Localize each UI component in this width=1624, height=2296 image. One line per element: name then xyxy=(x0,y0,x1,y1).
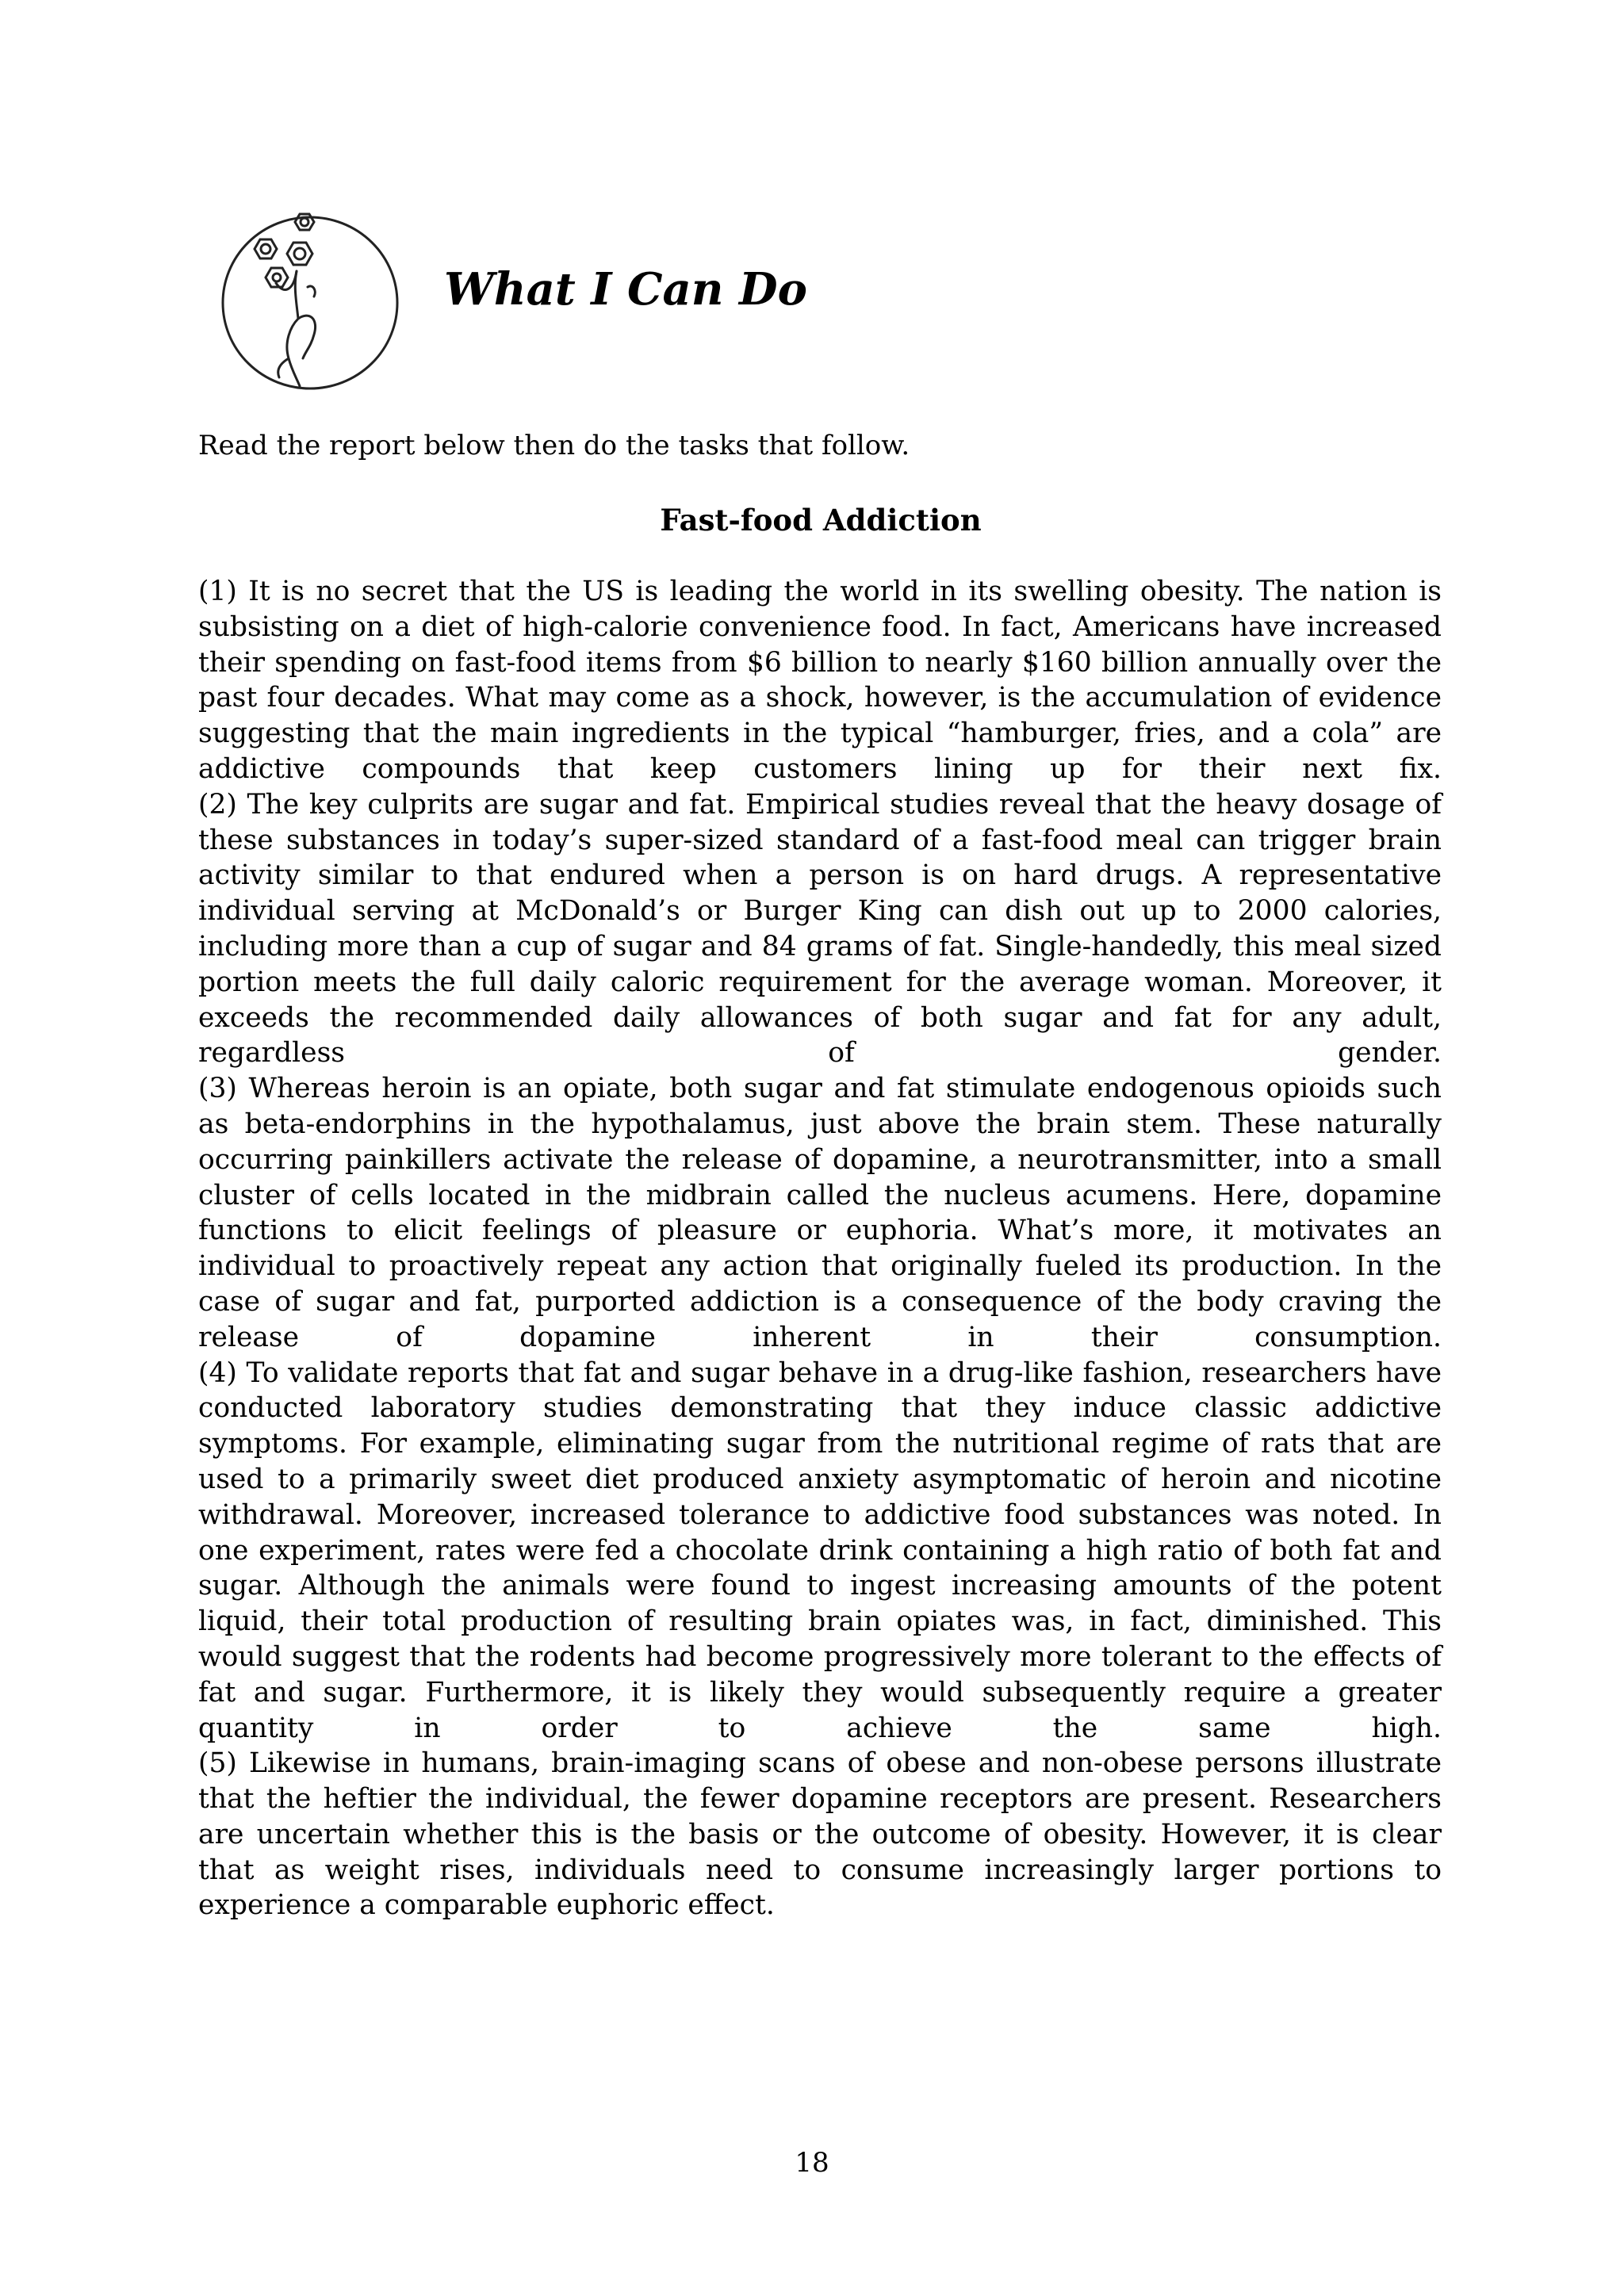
instructions-text: Read the report below then do the tasks that follow. xyxy=(198,430,910,461)
paragraph-1: (1) It is no secret that the US is leading the world in its swelling obesity. The nation is subsisting on a diet of high-calorie convenience food. In fact, Americans have increased their spending on fast-food items from $6 billion to nearly $160 billion annually over the past four decades. What may come as a shock, however, is the accumulation of evidence suggesting that the main ingredients in the typical “hamburger, fries, and a cola” are addictive compounds that keep customers lining up for their next fix. xyxy=(198,576,1442,785)
hand-with-gears-icon xyxy=(220,208,403,392)
section-title: What I Can Do xyxy=(444,263,807,316)
paragraph-4: (4) To validate reports that fat and sugar behave in a drug-like fashion, researchers have conducted laboratory studies demonstrating that they induce classic addictive symptoms. For example, eliminating sugar from the nutritional regime of rats that are used to a primarily sweet diet produced anxiety asymptomatic of heroin and nicotine withdrawal. Moreover, increased tolerance to addictive food substances was noted. In one experiment, rates were fed a chocolate drink containing a high ratio of both fat and sugar. Although the animals were found to ingest increasing amounts of the potent liquid, their total production of resulting brain opiates was, in fact, diminished. This would suggest that the rodents had become progressively more tolerant to the effects of fat and sugar. Furthermore, it is likely they would subsequently require a greater quantity in order to achieve the same high. xyxy=(198,1357,1442,1744)
page-number: 18 xyxy=(795,2147,829,2179)
report-title: Fast-food Addiction xyxy=(660,503,982,538)
paragraph-5: (5) Likewise in humans, brain-imaging scans of obese and non-obese persons illustrate that the heftier the individual, the fewer dopamine receptors are present. Researchers are uncertain whether this is the basis or the outcome of obesity. However, it is clear that as weight rises, individuals need to consume increasingly larger portions to experience a comparable euphoric effect. xyxy=(198,1747,1442,1922)
paragraph-2: (2) The key culprits are sugar and fat. Empirical studies reveal that the heavy dosage of these substances in today’s super-sized standard of a fast-food meal can trigger brain activity similar to that endured when a person is on hard drugs. A representative individual serving at McDonald’s or Burger King can dish out up to 2000 calories, including more than a cup of sugar and 84 grams of fat. Single-handedly, this meal sized portion meets the full daily caloric requirement for the average woman. Moreover, it exceeds the recommended daily allowances of both sugar and fat for any adult, regardless of gender. xyxy=(198,788,1442,1070)
report-body xyxy=(198,574,1442,1923)
paragraph-3: (3) Whereas heroin is an opiate, both sugar and fat stimulate endogenous opioids such as beta-endorphins in the hypothalamus, just above the brain stem. These naturally occurring painkillers activate the release of dopamine, a neurotransmitter, into a small cluster of cells located in the midbrain called the nucleus acumens. Here, dopamine functions to elicit feelings of pleasure or euphoria. What’s more, it motivates an individual to proactively repeat any action that originally fueled its production. In the case of sugar and fat, purported addiction is a consequence of the body craving the release of dopamine inherent in their consumption. xyxy=(198,1073,1442,1353)
